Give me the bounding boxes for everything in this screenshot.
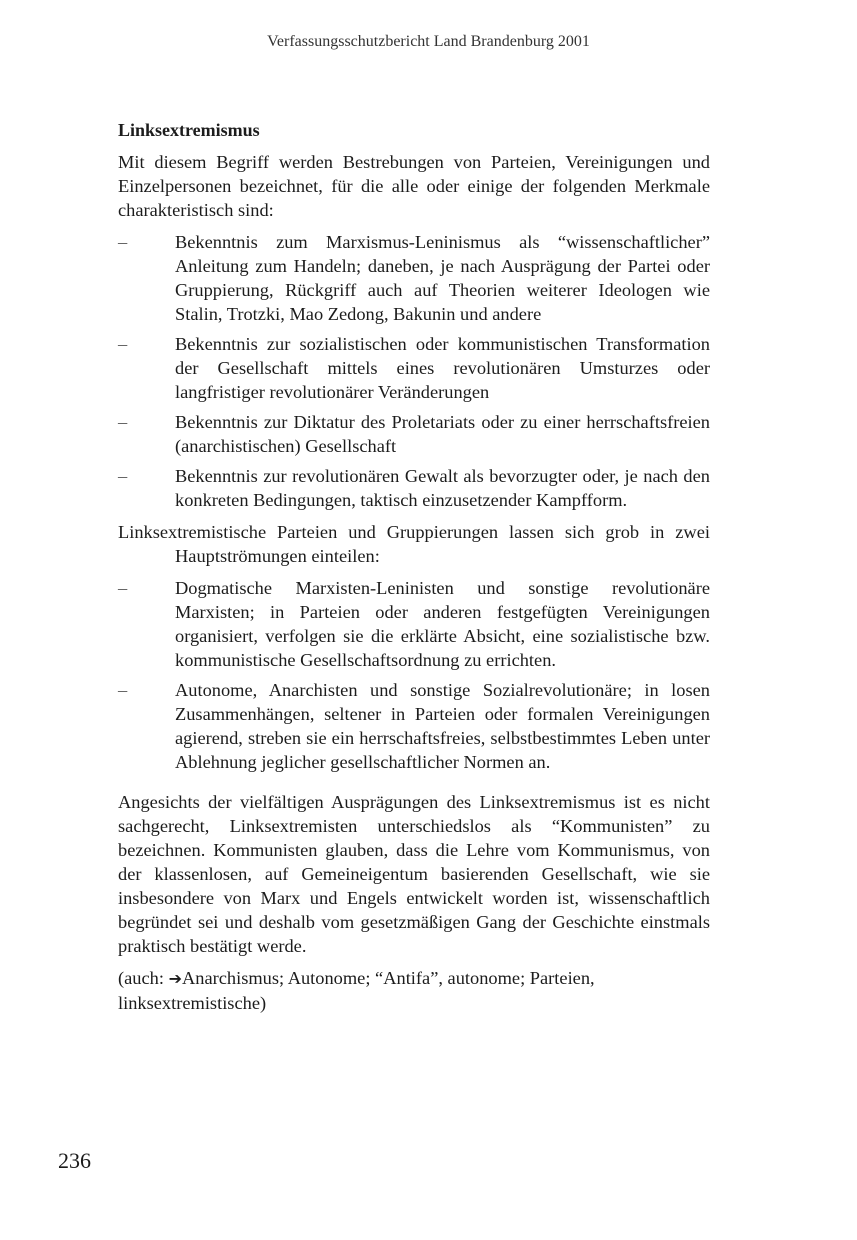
feature-item	[118, 332, 710, 404]
feature-item	[118, 410, 710, 458]
dash-bullet: –	[118, 578, 128, 598]
closing-paragraph: Angesichts der vielfältigen Ausprägungen des Linksextremismus ist es nicht sachgerecht, Linksextremisten unterschiedslos als “Kommunisten” zu bezeichnen. Kommunisten glauben, dass die Lehre vom Kommunismus, von der klassenlosen, auf Gemeineigentum basierenden Gesellschaft, wie sie insbesondere von Marx und Engels entwickelt worden ist, wissenschaftlich begründet sei und deshalb vom gesetzmäßigen Gang der Geschichte einstmals praktisch bestätigt werde.	[118, 792, 710, 956]
dash-bullet: –	[118, 232, 128, 252]
dash-bullet: –	[118, 680, 128, 700]
currents-intro: Linksextremistische Parteien und Gruppierungen lassen sich grob in zwei Hauptströmungen einteilen:	[118, 522, 710, 566]
intro-paragraph: Mit diesem Begriff werden Bestrebungen von Parteien, Vereinigungen und Einzelpersonen bezeichnet, für die alle oder einige der folgenden Merkmale charakteristisch sind:	[118, 152, 710, 220]
feature-text: Bekenntnis zur Diktatur des Proletariats oder zu einer herrschaftsfreien (anarchistischen) Gesellschaft	[175, 412, 710, 456]
see-also-prefix: (auch:	[118, 968, 169, 988]
feature-item	[118, 230, 710, 326]
see-also-refs: Anarchismus; Autonome; “Antifa”, autonome; Parteien, linksextremistische)	[118, 968, 595, 1013]
running-header: Verfassungsschutzbericht Land Brandenburg 2001	[267, 33, 590, 50]
feature-item	[118, 464, 710, 512]
article-body	[118, 118, 710, 1023]
dash-bullet: –	[118, 334, 128, 354]
dash-bullet: –	[118, 412, 128, 432]
feature-text: Bekenntnis zum Marxismus-Leninismus als “wissenschaftlicher” Anleitung zum Handeln; daneben, je nach Ausprägung der Partei oder Gruppierung, Rückgriff auch auf Theorien weiterer Ideologen wie Stalin, Trotzki, Mao Zedong, Bakunin und andere	[175, 232, 710, 324]
arrow-right-icon: ➔	[168, 969, 182, 988]
currents-list	[118, 576, 710, 774]
dash-bullet: –	[118, 466, 128, 486]
current-item	[118, 576, 710, 672]
feature-text: Bekenntnis zur revolutionären Gewalt als bevorzugter oder, je nach den konkreten Bedingungen, taktisch einzusetzender Kampfform.	[175, 466, 710, 510]
feature-list	[118, 230, 710, 512]
current-text: Dogmatische Marxisten-Leninisten und sonstige revolutionäre Marxisten; in Parteien oder anderen festgefügten Vereinigungen organisiert, verfolgen sie die erklärte Absicht, eine sozialistische bzw. kommunistische Gesellschaftsordnung zu errichten.	[175, 578, 710, 670]
article-title: Linksextremismus	[118, 120, 260, 140]
feature-text: Bekenntnis zur sozialistischen oder kommunistischen Transformation der Gesellschaft mittels eines revolutionären Umsturzes oder langfristiger revolutionärer Veränderungen	[175, 334, 710, 402]
see-also	[118, 966, 710, 1015]
current-text: Autonome, Anarchisten und sonstige Sozialrevolutionäre; in losen Zusammenhängen, seltener in Parteien oder formalen Vereinigungen agierend, streben sie ein herrschaftsfreies, selbstbestimmtes Leben unter Ablehnung jeglicher gesellschaftlicher Normen an.	[175, 680, 710, 772]
page-number: 236	[58, 1148, 91, 1173]
current-item	[118, 678, 710, 774]
